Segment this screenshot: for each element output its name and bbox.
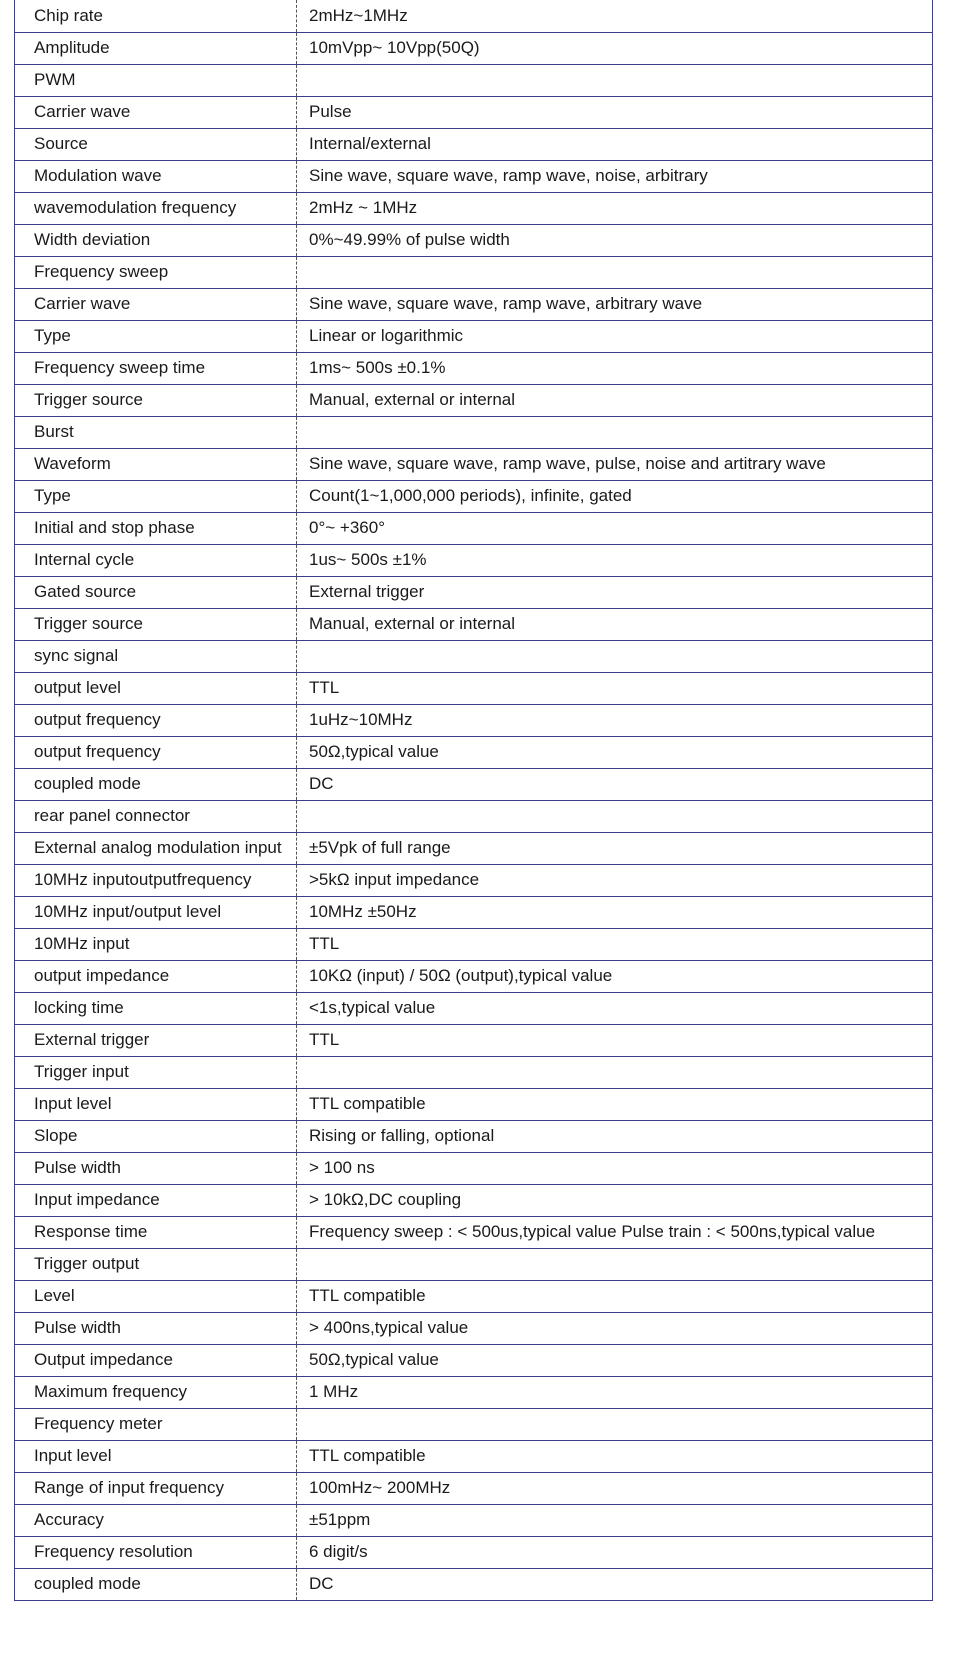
spec-table [14,0,933,1601]
param-value: 10KΩ (input) / 50Ω (output),typical value [297,960,933,992]
param-value: 1us~ 500s ±1% [297,544,933,576]
table-row [15,224,933,256]
table-row [15,448,933,480]
table-row [15,64,933,96]
param-label: Initial and stop phase [15,512,297,544]
param-value [297,64,933,96]
param-label: Modulation wave [15,160,297,192]
param-label: output impedance [15,960,297,992]
table-row [15,1152,933,1184]
table-row [15,1440,933,1472]
param-label: External analog modulation input [15,832,297,864]
param-value: Internal/external [297,128,933,160]
table-row [15,32,933,64]
param-value: TTL compatible [297,1088,933,1120]
table-row [15,288,933,320]
table-row [15,608,933,640]
table-row [15,480,933,512]
table-row [15,1248,933,1280]
table-row [15,1056,933,1088]
table-row [15,1024,933,1056]
param-value: 50Ω,typical value [297,1344,933,1376]
param-value: TTL [297,928,933,960]
param-label: Chip rate [15,0,297,32]
table-row [15,864,933,896]
table-row [15,736,933,768]
param-label: Amplitude [15,32,297,64]
param-label: coupled mode [15,768,297,800]
param-label: Range of input frequency [15,1472,297,1504]
param-value: ±51ppm [297,1504,933,1536]
param-label: Waveform [15,448,297,480]
param-label: Internal cycle [15,544,297,576]
param-label: output frequency [15,704,297,736]
table-row [15,96,933,128]
param-value: >5kΩ input impedance [297,864,933,896]
param-label: Trigger source [15,608,297,640]
param-label: Response time [15,1216,297,1248]
param-label: Frequency sweep [15,256,297,288]
param-label: Trigger output [15,1248,297,1280]
param-value: Pulse [297,96,933,128]
param-label: Trigger source [15,384,297,416]
table-row [15,0,933,32]
param-value: <1s,typical value [297,992,933,1024]
param-label: Carrier wave [15,96,297,128]
param-value: 1 MHz [297,1376,933,1408]
param-value: DC [297,768,933,800]
param-label: sync signal [15,640,297,672]
table-row [15,1536,933,1568]
param-value: Sine wave, square wave, ramp wave, noise, arbitrary [297,160,933,192]
param-label: Accuracy [15,1504,297,1536]
param-label: Input impedance [15,1184,297,1216]
param-value [297,1056,933,1088]
param-value: DC [297,1568,933,1600]
param-value [297,256,933,288]
table-row [15,256,933,288]
param-value: 1ms~ 500s ±0.1% [297,352,933,384]
param-value: TTL compatible [297,1280,933,1312]
table-row [15,960,933,992]
param-value: > 10kΩ,DC coupling [297,1184,933,1216]
table-row [15,1088,933,1120]
param-label: Pulse width [15,1152,297,1184]
table-row [15,1184,933,1216]
param-label: 10MHz input [15,928,297,960]
param-label: Output impedance [15,1344,297,1376]
table-row [15,384,933,416]
table-row [15,1312,933,1344]
param-value: Manual, external or internal [297,608,933,640]
param-label: 10MHz inputoutputfrequency [15,864,297,896]
table-row [15,992,933,1024]
param-value: 2mHz~1MHz [297,0,933,32]
param-value [297,640,933,672]
param-label: Level [15,1280,297,1312]
param-value: TTL [297,672,933,704]
table-row [15,672,933,704]
table-row [15,352,933,384]
param-value: ±5Vpk of full range [297,832,933,864]
param-label: output frequency [15,736,297,768]
param-value: Sine wave, square wave, ramp wave, arbitrary wave [297,288,933,320]
table-row [15,128,933,160]
table-row [15,160,933,192]
param-label: Gated source [15,576,297,608]
spec-table-body [15,0,933,1600]
param-value: 2mHz ~ 1MHz [297,192,933,224]
param-label: Frequency resolution [15,1536,297,1568]
param-label: Pulse width [15,1312,297,1344]
param-value: TTL compatible [297,1440,933,1472]
table-row [15,1120,933,1152]
param-label: Input level [15,1088,297,1120]
table-row [15,928,933,960]
table-row [15,768,933,800]
param-label: rear panel connector [15,800,297,832]
table-row [15,320,933,352]
table-row [15,1280,933,1312]
param-label: 10MHz input/output level [15,896,297,928]
param-value: Count(1~1,000,000 periods), infinite, gated [297,480,933,512]
table-row [15,512,933,544]
param-value: 6 digit/s [297,1536,933,1568]
param-value: 100mHz~ 200MHz [297,1472,933,1504]
table-row [15,1216,933,1248]
param-value: > 100 ns [297,1152,933,1184]
param-value [297,1408,933,1440]
table-row [15,192,933,224]
param-label: locking time [15,992,297,1024]
table-row [15,416,933,448]
table-row [15,544,933,576]
param-value: Rising or falling, optional [297,1120,933,1152]
param-value: Sine wave, square wave, ramp wave, pulse, noise and artitrary wave [297,448,933,480]
param-value [297,1248,933,1280]
table-row [15,640,933,672]
param-value [297,416,933,448]
param-label: Input level [15,1440,297,1472]
param-value: 10mVpp~ 10Vpp(50Q) [297,32,933,64]
param-value: Linear or logarithmic [297,320,933,352]
param-label: coupled mode [15,1568,297,1600]
param-label: wavemodulation frequency [15,192,297,224]
param-label: Slope [15,1120,297,1152]
table-row [15,1376,933,1408]
param-value: Manual, external or internal [297,384,933,416]
table-row [15,800,933,832]
table-row [15,1568,933,1600]
param-value: 10MHz ±50Hz [297,896,933,928]
param-value: 50Ω,typical value [297,736,933,768]
table-row [15,1472,933,1504]
param-value: TTL [297,1024,933,1056]
param-label: Frequency sweep time [15,352,297,384]
param-label: Type [15,480,297,512]
param-value: Frequency sweep : < 500us,typical value Pulse train : < 500ns,typical value [297,1216,933,1248]
param-label: PWM [15,64,297,96]
table-row [15,704,933,736]
param-value: 0°~ +360° [297,512,933,544]
param-value [297,800,933,832]
table-row [15,1504,933,1536]
param-label: External trigger [15,1024,297,1056]
param-label: output level [15,672,297,704]
table-row [15,832,933,864]
table-row [15,896,933,928]
param-label: Width deviation [15,224,297,256]
param-label: Type [15,320,297,352]
param-label: Frequency meter [15,1408,297,1440]
param-label: Maximum frequency [15,1376,297,1408]
param-label: Burst [15,416,297,448]
param-value: External trigger [297,576,933,608]
param-label: Trigger input [15,1056,297,1088]
param-value: > 400ns,typical value [297,1312,933,1344]
table-row [15,1408,933,1440]
param-label: Carrier wave [15,288,297,320]
param-value: 1uHz~10MHz [297,704,933,736]
table-row [15,1344,933,1376]
param-value: 0%~49.99% of pulse width [297,224,933,256]
param-label: Source [15,128,297,160]
table-row [15,576,933,608]
